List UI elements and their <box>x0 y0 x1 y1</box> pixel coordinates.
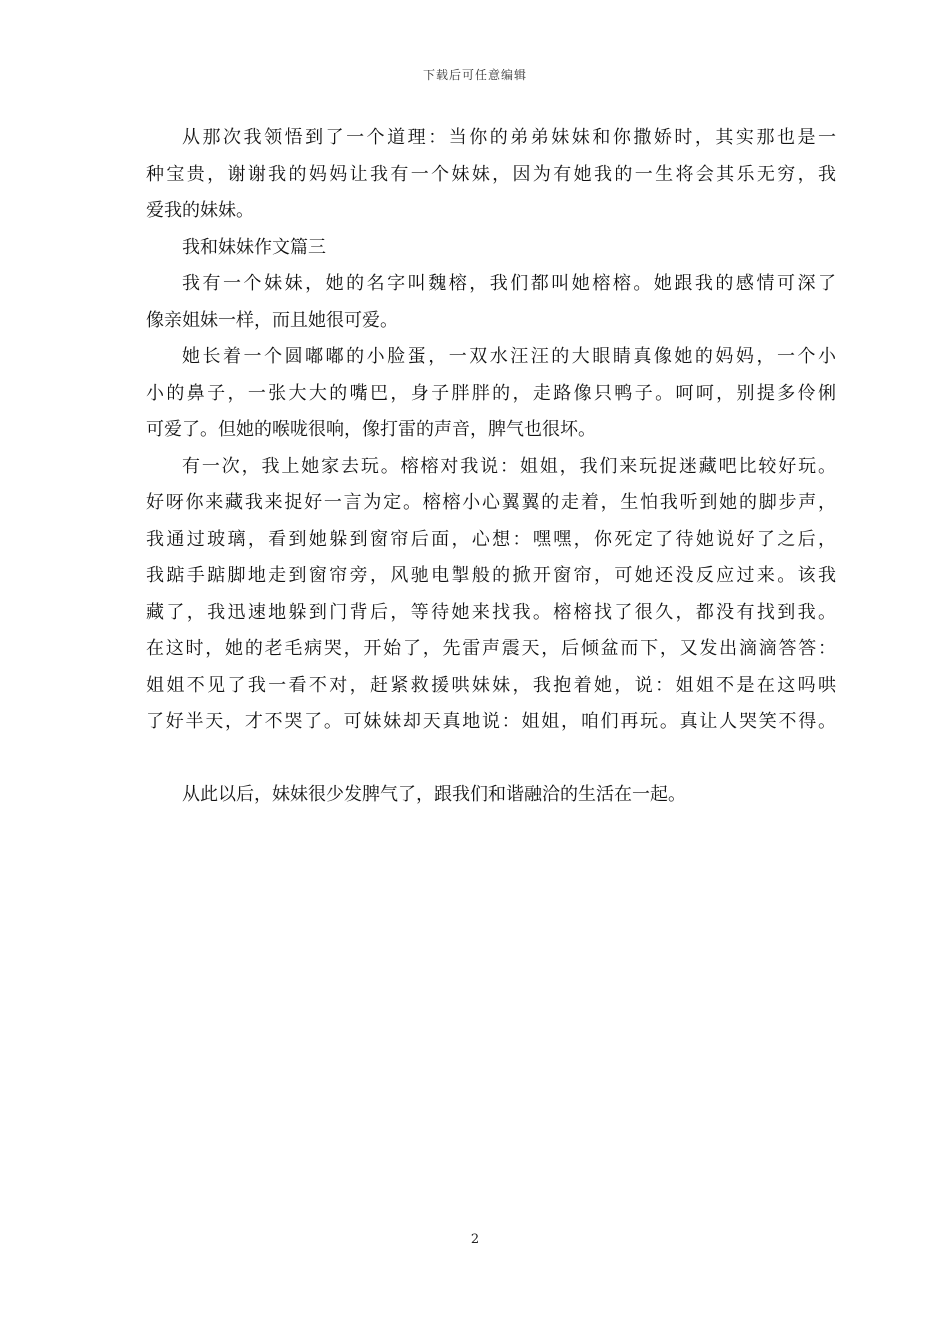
text-line: 爱我的妹妹。 <box>146 200 254 221</box>
page-header: 下载后可任意编辑 <box>422 68 527 82</box>
text-line: 姐姐不见了我一看不对，赶紧救援哄妹妹，我抱着她，说：姐姐不是在这吗哄 <box>146 674 836 696</box>
paragraph-spacer <box>146 741 836 777</box>
text-line: 从那次我领悟到了一个道理：当你的弟弟妹妹和你撒娇时，其实那也是一 <box>182 127 836 148</box>
text-line: 小的鼻子，一张大大的嘴巴，身子胖胖的，走路像只鸭子。呵呵，别提多伶俐 <box>146 382 836 404</box>
paragraph-appearance <box>146 339 836 449</box>
text-line: 种宝贵，谢谢我的妈妈让我有一个妹妹，因为有她我的一生将会其乐无穷，我 <box>146 163 836 185</box>
text-line: 我踮手踮脚地走到窗帘旁，风驰电掣般的掀开窗帘，可她还没反应过来。该我 <box>146 565 836 586</box>
text-line: 有一次，我上她家去玩。榕榕对我说：姐姐，我们来玩捉迷藏吧比较好玩。 <box>182 455 836 477</box>
text-line: 像亲姐妹一样，而且她很可爱。 <box>146 309 398 331</box>
text-line: 了好半天，才不哭了。可妹妹却天真地说：姐姐，咱们再玩。真让人哭笑不得。 <box>146 711 836 732</box>
page-number: 2 <box>470 1232 480 1247</box>
paragraph-intro <box>146 266 836 339</box>
paragraph-conclusion <box>146 120 836 230</box>
text-line: 在这时，她的老毛病哭，开始了，先雷声震天，后倾盆而下，又发出滴滴答答： <box>146 638 836 659</box>
text-line: 可爱了。但她的喉咙很响，像打雷的声音，脾气也很坏。 <box>146 419 596 440</box>
text-line: 好呀你来藏我来捉好一言为定。榕榕小心翼翼的走着，生怕我听到她的脚步声， <box>146 492 836 513</box>
text-line: 她长着一个圆嘟嘟的小脸蛋，一双水汪汪的大眼睛真像她的妈妈，一个小 <box>182 346 836 367</box>
paragraph-ending <box>146 777 836 814</box>
text-line: 我通过玻璃，看到她躲到窗帘后面，心想：嘿嘿，你死定了待她说好了之后， <box>146 528 836 550</box>
text-line: 藏了，我迅速地躲到门背后，等待她来找我。榕榕找了很久，都没有找到我。 <box>146 601 836 623</box>
section-title: 我和妹妹作文篇三 <box>182 236 326 258</box>
section-heading <box>146 230 836 267</box>
paragraph-story <box>146 449 836 741</box>
text-line: 从此以后，妹妹很少发脾气了，跟我们和谐融洽的生活在一起。 <box>182 783 686 805</box>
document-body <box>146 120 836 813</box>
text-line: 我有一个妹妹，她的名字叫魏榕，我们都叫她榕榕。她跟我的感情可深了 <box>182 273 836 294</box>
